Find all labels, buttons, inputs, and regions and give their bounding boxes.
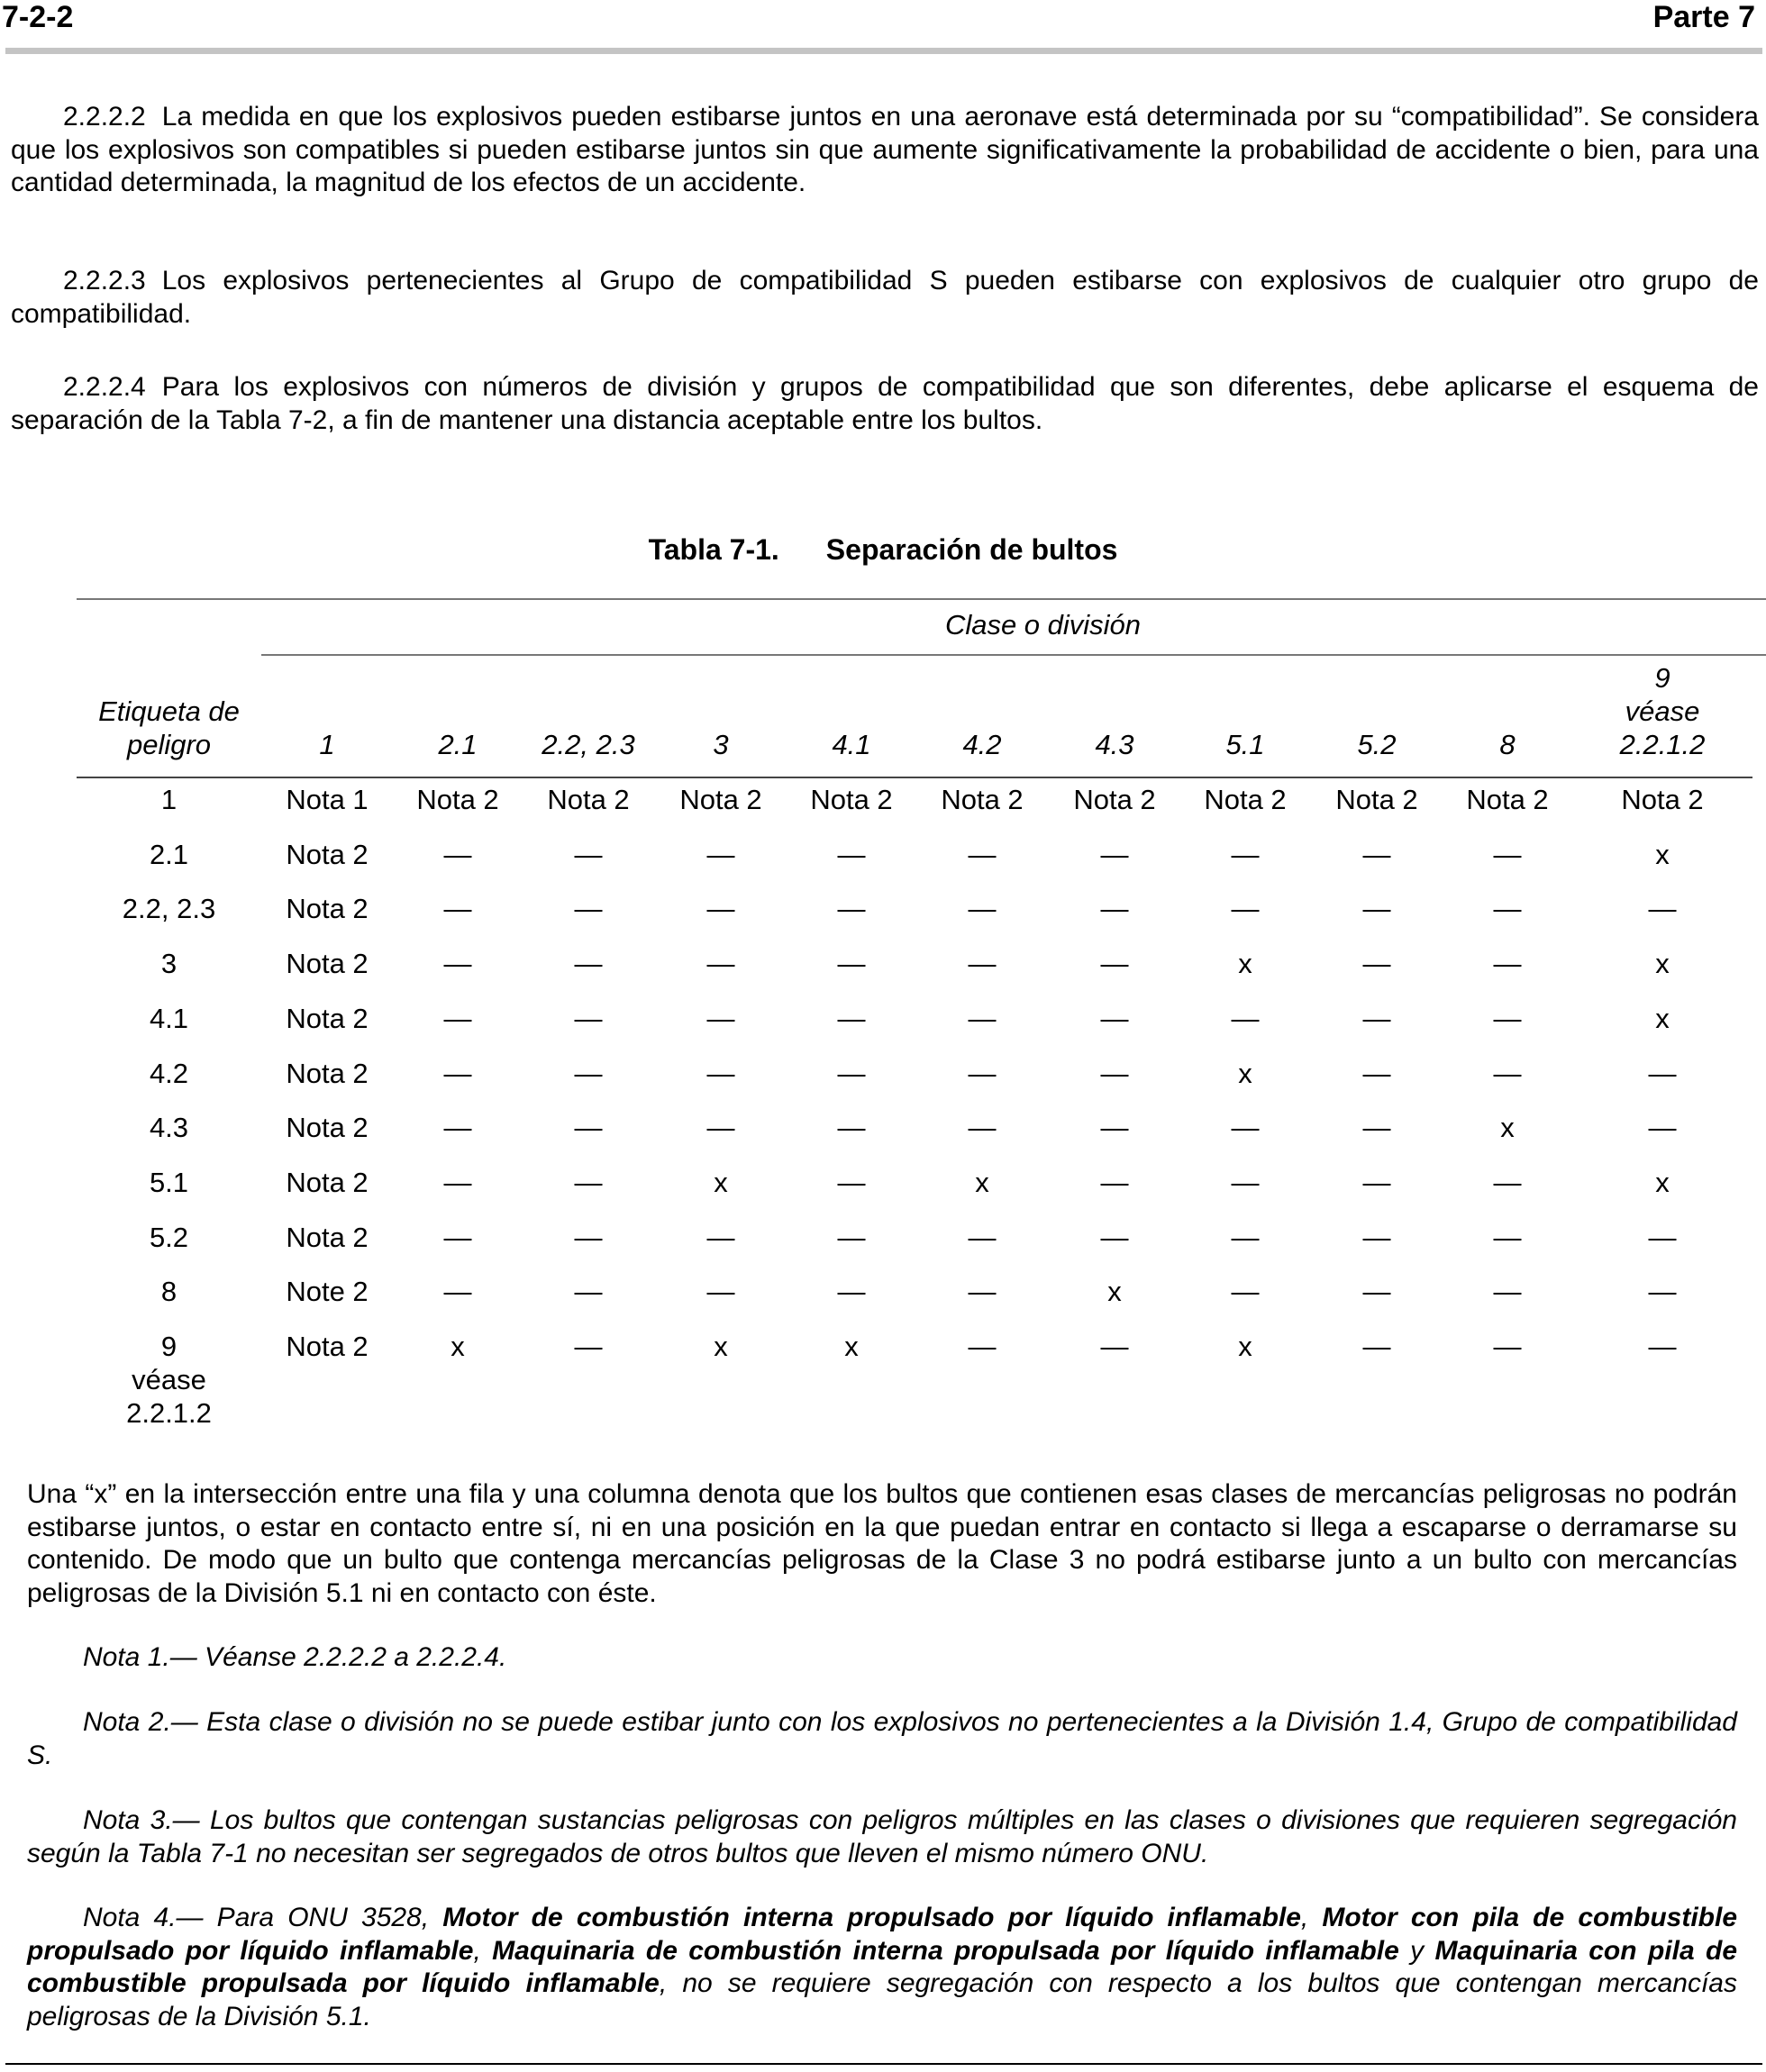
paragraph-2-2-2-3 xyxy=(11,265,1759,331)
row-label: 2.2.1.2 xyxy=(126,1397,212,1429)
table-cell: — xyxy=(837,1221,866,1253)
table-cell: — xyxy=(1493,948,1522,980)
table-cell: Nota 2 xyxy=(1466,784,1549,815)
table-cell: — xyxy=(837,1002,866,1034)
row-label: 4.1 xyxy=(149,1002,189,1034)
table-cell: Nota 2 xyxy=(1335,784,1418,815)
row-header-line-2: peligro xyxy=(126,729,212,760)
table-cell: Nota 2 xyxy=(547,784,630,815)
row-label: 5.1 xyxy=(149,1166,189,1198)
table-cell: — xyxy=(968,1112,997,1144)
group-header-rule xyxy=(261,654,1766,656)
note-3 xyxy=(27,1804,1737,1870)
table-cell: Nota 2 xyxy=(286,1002,369,1034)
paragraph-number: 2.2.2.4 xyxy=(63,372,146,402)
table-cell: Nota 2 xyxy=(1621,784,1704,815)
table-cell: — xyxy=(837,1112,866,1144)
row-label: 8 xyxy=(160,1276,178,1308)
table-cell: — xyxy=(1493,1002,1522,1034)
table-cell: Nota 2 xyxy=(416,784,499,815)
note-1-text: Nota 1.— Véanse 2.2.2.2 a 2.2.2.4. xyxy=(83,1642,507,1672)
table-cell: — xyxy=(706,1276,735,1308)
footer-rule xyxy=(5,2063,1762,2065)
row-label: 9 xyxy=(160,1331,178,1362)
table-cell: — xyxy=(968,893,997,925)
table-cell: — xyxy=(1231,838,1260,870)
table-cell: — xyxy=(1362,1331,1391,1362)
table-cell: x xyxy=(1238,948,1252,980)
note-4-sep-2: , xyxy=(473,1935,493,1966)
table-cell: — xyxy=(443,838,472,870)
table-cell: Nota 2 xyxy=(1204,784,1287,815)
column-header: 5.1 xyxy=(1225,729,1265,760)
row-label: 1 xyxy=(160,784,178,815)
table-cell: — xyxy=(1100,1112,1129,1144)
table-cell: — xyxy=(443,1166,472,1198)
table-cell: — xyxy=(1362,1057,1391,1089)
table-cell: x xyxy=(1238,1331,1252,1362)
table-cell: Nota 2 xyxy=(941,784,1024,815)
table-cell: — xyxy=(837,838,866,870)
paragraph-number: 2.2.2.3 xyxy=(63,266,146,295)
table-cell: — xyxy=(443,1112,472,1144)
table-cell: — xyxy=(968,948,997,980)
row-label: 5.2 xyxy=(149,1221,189,1253)
table-cell: — xyxy=(1362,838,1391,870)
table-cell: — xyxy=(1362,1276,1391,1308)
table-cell: Nota 2 xyxy=(679,784,762,815)
page-header xyxy=(0,0,1766,56)
note-3-text: Nota 3.— Los bultos que contengan sustancias peligrosas con peligros múltiples en las clases o divisiones que requieren segregación según la Tabla 7-1 no necesitan ser segregados de otros bultos que lleven el mismo número ONU. xyxy=(27,1805,1737,1868)
table-cell: — xyxy=(1648,1221,1677,1253)
table-cell: — xyxy=(1493,1057,1522,1089)
table-cell: — xyxy=(1493,1221,1522,1253)
note-1 xyxy=(27,1641,1737,1675)
note-4 xyxy=(27,1902,1737,2033)
note-4-bold-2: Motor con pila de combustible propulsado por líquido inflamable xyxy=(27,1903,1738,1966)
row-label: 4.3 xyxy=(149,1112,189,1144)
table-cell: Nota 2 xyxy=(286,1221,369,1253)
paragraph-text: La medida en que los explosivos pueden estibarse juntos en una aeronave está determinada por su “compatibilidad”. Se considera que los explosivos son compatibles si pueden estibarse juntos sin que aumente significativamente la probabilidad de accidente o bien, para una cantidad determinada, la magnitud de los efectos de un accidente. xyxy=(11,102,1759,197)
table-cell: Nota 1 xyxy=(286,784,369,815)
table-cell: — xyxy=(1493,1276,1522,1308)
row-label: 4.2 xyxy=(149,1057,189,1089)
column-header: 4.3 xyxy=(1095,729,1134,760)
table-cell: — xyxy=(1362,948,1391,980)
row-label: 2.2, 2.3 xyxy=(122,893,216,925)
segregation-table xyxy=(77,598,1752,1445)
row-header-line-1: Etiqueta de xyxy=(98,695,240,727)
table-cell: — xyxy=(1493,838,1522,870)
table-cell: — xyxy=(574,1002,603,1034)
table-cell: — xyxy=(1648,1276,1677,1308)
table-cell: — xyxy=(1362,1166,1391,1198)
table-cell: x xyxy=(1655,948,1670,980)
table-cell: — xyxy=(1493,1166,1522,1198)
table-cell: Nota 2 xyxy=(286,1112,369,1144)
table-cell: — xyxy=(1100,838,1129,870)
table-cell: — xyxy=(574,948,603,980)
table-cell: — xyxy=(1231,1112,1260,1144)
column-header: 2.2, 2.3 xyxy=(542,729,635,760)
table-cell: — xyxy=(1362,893,1391,925)
table-cell: — xyxy=(968,1276,997,1308)
column-header-last-line: 9 xyxy=(1654,662,1670,694)
table-cell: — xyxy=(837,1276,866,1308)
table-cell: x xyxy=(714,1331,728,1362)
table-cell: — xyxy=(706,838,735,870)
table-cell: — xyxy=(1100,1331,1129,1362)
table-cell: x xyxy=(1655,838,1670,870)
table-cell: x xyxy=(975,1166,989,1198)
group-header: Clase o división xyxy=(944,609,1142,641)
paragraph-2-2-2-4 xyxy=(11,371,1759,437)
table-cell: — xyxy=(837,1057,866,1089)
table-cell: — xyxy=(443,1221,472,1253)
table-cell: — xyxy=(1231,1002,1260,1034)
table-cell: Nota 2 xyxy=(1073,784,1156,815)
table-cell: Note 2 xyxy=(286,1276,369,1308)
note-4-sep-1: , xyxy=(1300,1903,1323,1932)
table-cell: — xyxy=(574,1057,603,1089)
table-cell: x xyxy=(1500,1112,1515,1144)
table-cell: x xyxy=(1655,1002,1670,1034)
table-cell: — xyxy=(443,948,472,980)
column-header: 1 xyxy=(319,729,335,760)
paragraph-text: Para los explosivos con números de división y grupos de compatibilidad que son diferentes, debe aplicarse el esquema de separación de la Tabla 7-2, a fin de mantener una distancia aceptable entre los bultos. xyxy=(11,372,1759,435)
table-cell: — xyxy=(837,1166,866,1198)
table-top-rule-right xyxy=(261,598,1766,600)
table-cell: Nota 2 xyxy=(810,784,893,815)
table-cell: — xyxy=(968,838,997,870)
row-label: 2.1 xyxy=(149,838,189,870)
paragraph-2-2-2-2 xyxy=(11,101,1759,200)
table-cell: — xyxy=(574,1331,603,1362)
column-header: 3 xyxy=(713,729,729,760)
table-cell: — xyxy=(1362,1002,1391,1034)
table-cell: — xyxy=(1493,893,1522,925)
table-cell: — xyxy=(1100,1221,1129,1253)
table-cell: — xyxy=(1100,1166,1129,1198)
table-cell: x xyxy=(844,1331,859,1362)
table-cell: — xyxy=(443,1276,472,1308)
note-4-prefix: Nota 4.— Para ONU 3528, xyxy=(83,1903,443,1932)
table-cell: Nota 2 xyxy=(286,948,369,980)
table-cell: — xyxy=(443,893,472,925)
column-header: 5.2 xyxy=(1357,729,1397,760)
table-cell: Nota 2 xyxy=(286,1057,369,1089)
table-cell: — xyxy=(1100,948,1129,980)
table-cell: — xyxy=(574,1276,603,1308)
table-cell: Nota 2 xyxy=(286,1331,369,1362)
row-label: véase xyxy=(132,1364,206,1395)
table-cell: — xyxy=(968,1331,997,1362)
table-number: Tabla 7-1. xyxy=(648,533,779,566)
note-2 xyxy=(27,1706,1737,1772)
column-header: 4.1 xyxy=(832,729,871,760)
table-cell: — xyxy=(1648,1112,1677,1144)
column-header: 4.2 xyxy=(962,729,1002,760)
table-cell: Nota 2 xyxy=(286,838,369,870)
table-cell: x xyxy=(714,1166,728,1198)
note-4-bold-1: Motor de combustión interna propulsado por líquido inflamable xyxy=(442,1903,1301,1932)
table-cell: — xyxy=(1231,1276,1260,1308)
table-cell: — xyxy=(837,893,866,925)
table-cell: — xyxy=(1231,1221,1260,1253)
table-cell: — xyxy=(1100,893,1129,925)
table-top-rule-left xyxy=(77,598,261,600)
part-label: Parte 7 xyxy=(1652,0,1755,34)
table-caption xyxy=(0,532,1766,567)
note-4-bold-4: Maquinaria con pila de combustible propulsada por líquido inflamable xyxy=(27,1935,1737,1998)
column-header: 8 xyxy=(1499,729,1516,760)
explanation-paragraph: Una “x” en la intersección entre una fila y una columna denota que los bultos que contienen esas clases de mercancías peligrosas no podrán estibarse juntos, o estar en contacto entre sí, ni en una posición en la que puedan entrar en contacto si llega a escaparse o derramarse su contenido. De modo que un bulto que contenga mercancías peligrosas de la Clase 3 no podrá estibarse junto a un bulto con mercancías peligrosas de la División 5.1 ni en contacto con éste. xyxy=(27,1479,1737,1608)
table-cell: — xyxy=(1362,1112,1391,1144)
table-cell: — xyxy=(443,1057,472,1089)
table-cell: — xyxy=(968,1057,997,1089)
note-4-suffix: , no se requiere segregación con respecto a los bultos que contengan mercancías peligrosas de la División 5.1. xyxy=(27,1968,1737,2031)
table-cell: x xyxy=(1107,1276,1122,1308)
row-label: 3 xyxy=(160,948,178,980)
table-cell: — xyxy=(1100,1057,1129,1089)
table-cell: x xyxy=(1655,1166,1670,1198)
table-cell: — xyxy=(1231,893,1260,925)
table-cell: x xyxy=(451,1331,465,1362)
table-cell: x xyxy=(1238,1057,1252,1089)
table-cell: — xyxy=(706,1221,735,1253)
table-cell: — xyxy=(1648,1057,1677,1089)
table-cell: — xyxy=(574,1166,603,1198)
table-cell: Nota 2 xyxy=(286,893,369,925)
note-4-sep-3: y xyxy=(1398,1935,1435,1966)
table-cell: — xyxy=(706,1057,735,1089)
table-cell: — xyxy=(706,1002,735,1034)
table-cell: — xyxy=(1648,893,1677,925)
table-title: Separación de bultos xyxy=(825,533,1118,566)
column-header-last-line: véase xyxy=(1625,695,1700,727)
paragraph-number: 2.2.2.2 xyxy=(63,102,146,132)
table-cell: — xyxy=(968,1221,997,1253)
header-rule xyxy=(5,48,1762,54)
table-cell: Nota 2 xyxy=(286,1166,369,1198)
column-header-last-line: 2.2.1.2 xyxy=(1619,729,1706,760)
note-2-text: Nota 2.— Esta clase o división no se puede estibar junto con los explosivos no pertenecientes a la División 1.4, Grupo de compatibilidad S. xyxy=(27,1707,1737,1770)
table-cell: — xyxy=(1648,1331,1677,1362)
table-cell: — xyxy=(443,1002,472,1034)
table-cell: — xyxy=(706,948,735,980)
page-number: 7-2-2 xyxy=(2,0,74,34)
table-cell: — xyxy=(1362,1221,1391,1253)
column-header: 2.1 xyxy=(438,729,478,760)
table-cell: — xyxy=(706,893,735,925)
table-cell: — xyxy=(1231,1166,1260,1198)
table-cell: — xyxy=(574,1221,603,1253)
table-cell: — xyxy=(837,948,866,980)
note-4-bold-3: Maquinaria de combustión interna propulsada por líquido inflamable xyxy=(492,1935,1399,1966)
table-cell: — xyxy=(706,1112,735,1144)
header-bottom-rule xyxy=(77,777,1752,778)
table-cell: — xyxy=(574,838,603,870)
table-cell: — xyxy=(574,1112,603,1144)
paragraph-text: Los explosivos pertenecientes al Grupo de compatibilidad S pueden estibarse con explosivos de cualquier otro grupo de compatibilidad. xyxy=(11,266,1759,329)
table-cell: — xyxy=(1493,1331,1522,1362)
table-cell: — xyxy=(1100,1002,1129,1034)
table-cell: — xyxy=(968,1002,997,1034)
table-cell: — xyxy=(574,893,603,925)
